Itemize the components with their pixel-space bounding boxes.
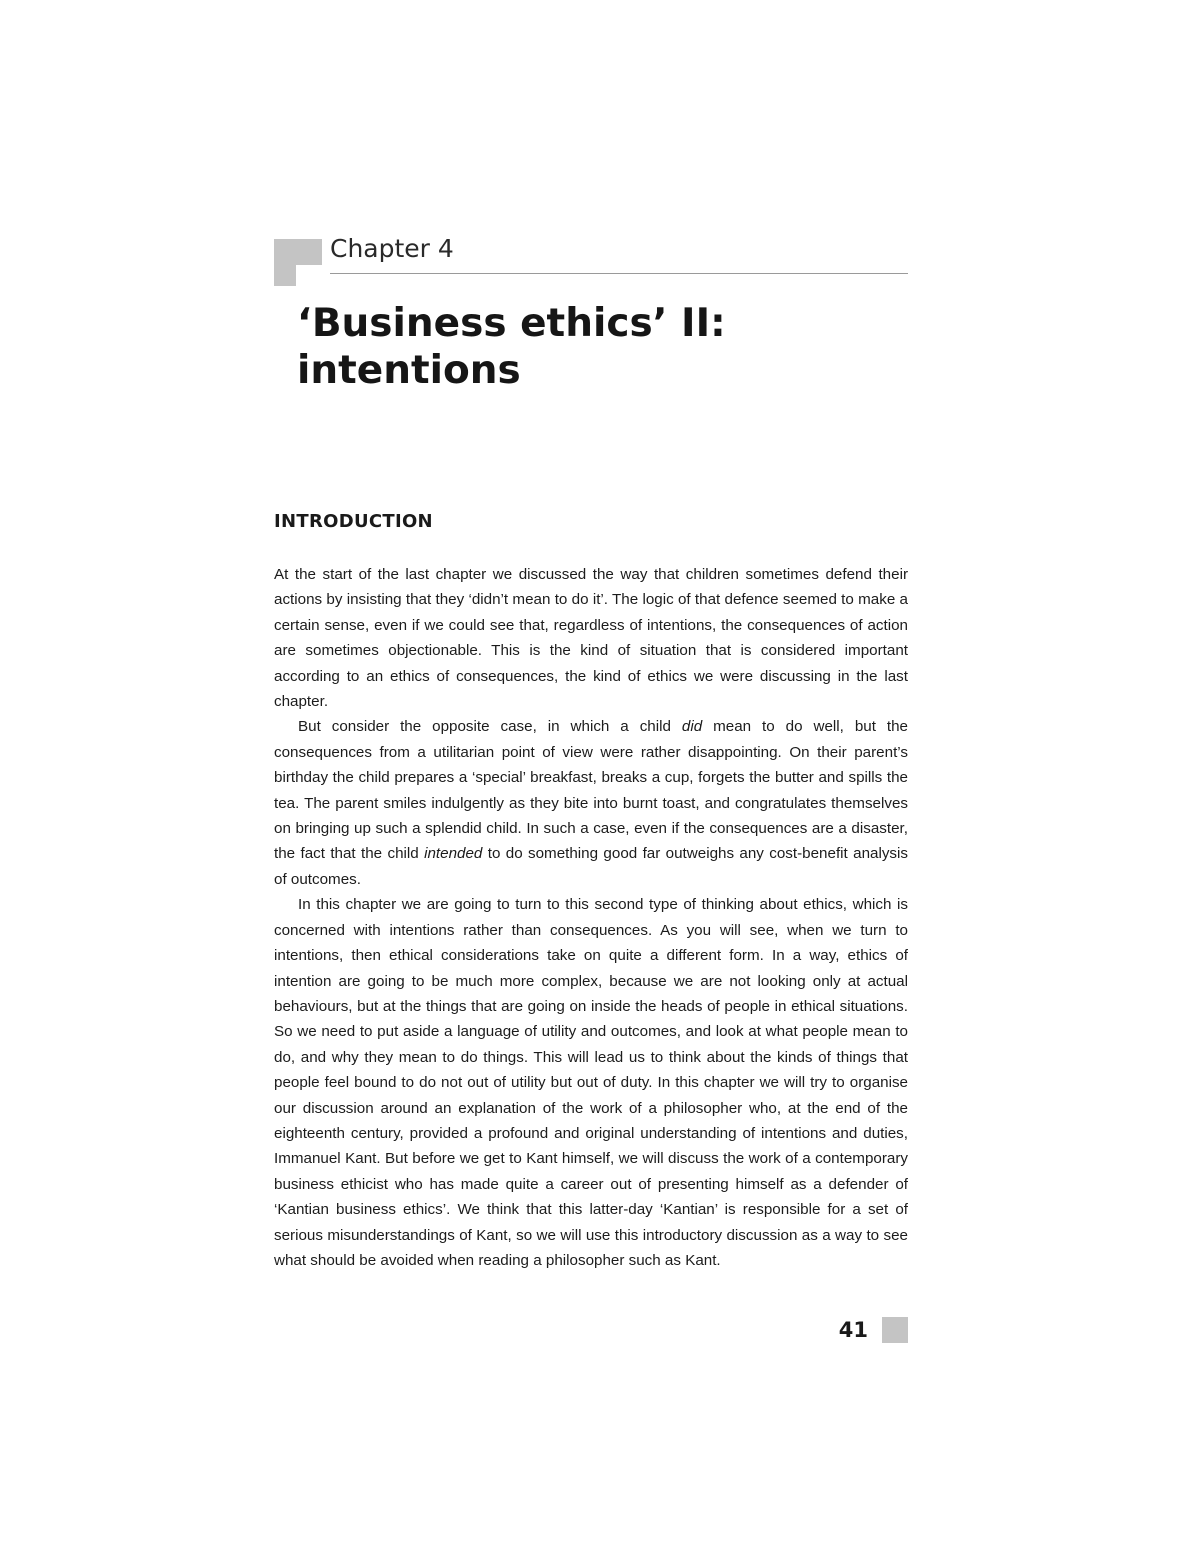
page-number-marker <box>882 1317 908 1343</box>
chapter-marker-notch <box>296 265 322 286</box>
chapter-label: Chapter 4 <box>330 234 454 263</box>
body-text <box>274 562 908 1273</box>
paragraph-2-text-c: to do something good far outweighs any cost-benefit analysis of outcomes. <box>274 845 908 888</box>
paragraph-1 <box>274 562 908 714</box>
paragraph-2-text-a: But consider the opposite case, in which a child <box>298 718 682 736</box>
chapter-rule <box>330 273 908 274</box>
paragraph-2-emphasis-intended: intended <box>424 845 483 863</box>
paragraph-2 <box>274 714 908 892</box>
paragraph-2-text-b: mean to do well, but the consequences from a utilitarian point of view were rather disappointing. On their parent’s birthday the child prepares a ‘special’ breakfast, breaks a cup, forgets the butter and spills the tea. The parent smiles indulgently as they bite into burnt toast, and congratulates themselves on bringing up such a splendid child. In such a case, even if the consequences are a disaster, the fact that the child <box>274 718 909 863</box>
paragraph-2-emphasis-did: did <box>681 718 703 736</box>
chapter-title: ‘Business ethics’ II: intentions <box>297 301 726 393</box>
paragraph-3 <box>274 892 908 1273</box>
section-heading: INTRODUCTION <box>274 511 433 532</box>
page-number: 41 <box>838 1318 868 1342</box>
paragraph-1-text: At the start of the last chapter we discussed the way that children sometimes defend their actions by insisting that they ‘didn’t mean to do it’. The logic of that defence seemed to make a certain sense, even if we could see that, regardless of intentions, the consequences of action are sometimes objectionable. This is the kind of situation that is considered important according to an ethics of consequences, the kind of ethics we were discussing in the last chapter. <box>274 566 908 711</box>
page-footer <box>828 1317 908 1343</box>
paragraph-3-text: In this chapter we are going to turn to this second type of thinking about ethics, which is concerned with intentions rather than consequences. As you will see, when we turn to intentions, then ethical considerations take on quite a different form. In a way, ethics of intention are going to be much more complex, because we are not looking only at actual behaviours, but at the things that are going on inside the heads of people in ethical situations. So we need to put aside a language of utility and outcomes, and look at what people mean to do, and why they mean to do things. This will lead us to think about the kinds of things that people feel bound to do not out of utility but out of duty. In this chapter we will try to organise our discussion around an explanation of the work of a philosopher who, at the end of the eighteenth century, provided a profound and original understanding of intentions and duties, Immanuel Kant. But before we get to Kant himself, we will discuss the work of a contemporary business ethicist who has made quite a career out of presenting himself as a defender of ‘Kantian business ethics’. We think that this latter-day ‘Kantian’ is responsible for a set of serious misunderstandings of Kant, so we will use this introductory discussion as a way to see what should be avoided when reading a philosopher such as Kant. <box>274 896 908 1269</box>
